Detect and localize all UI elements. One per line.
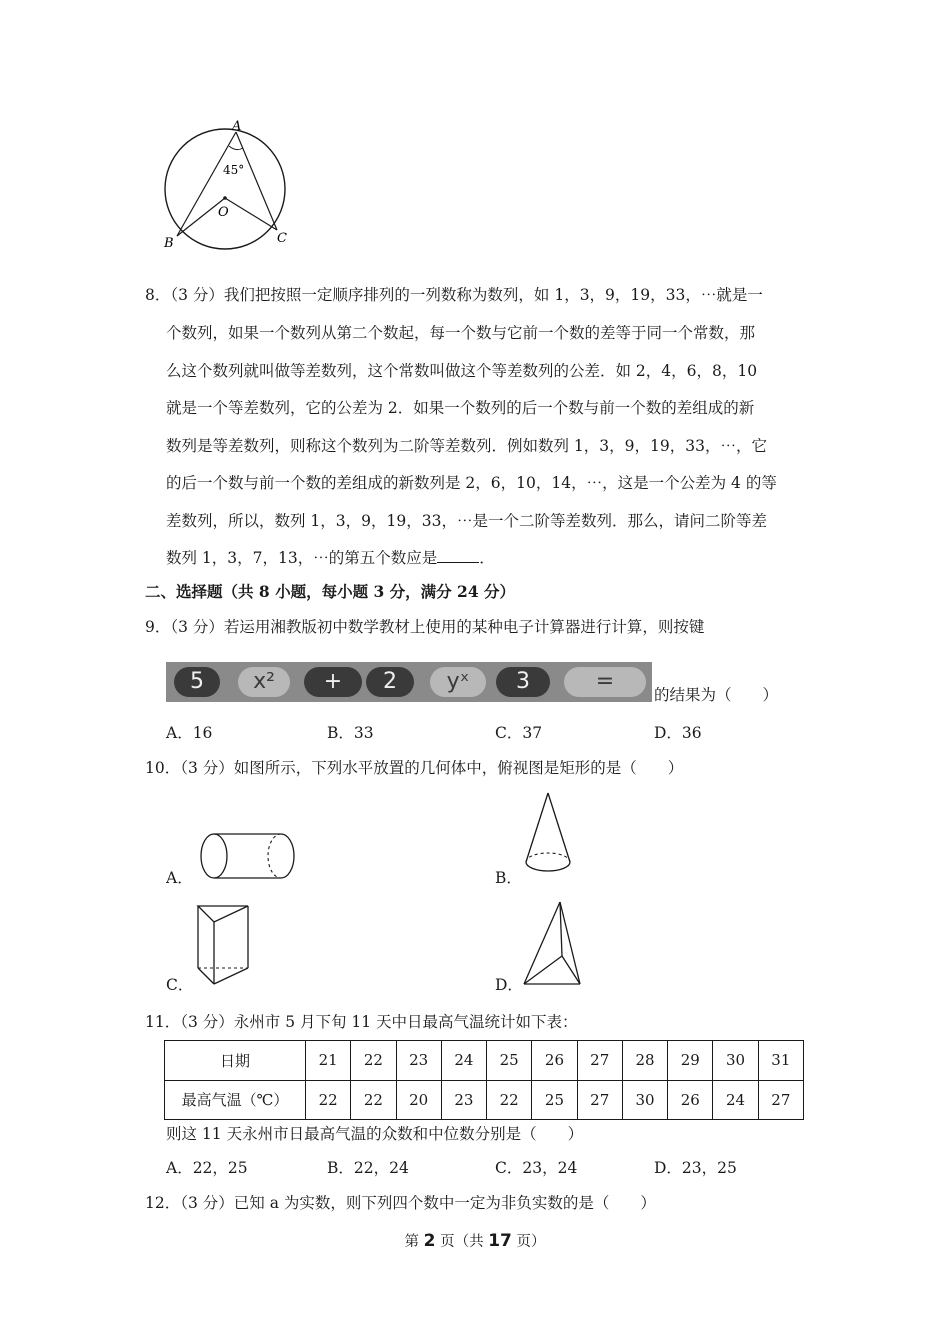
label-a: A [232, 119, 242, 134]
table-row [165, 1041, 804, 1081]
label-b: B [164, 236, 174, 251]
temp-cell: 22 [351, 1080, 396, 1120]
circle-figure [155, 118, 300, 253]
temp-cell: 20 [396, 1080, 441, 1120]
label-o: O [218, 205, 229, 220]
q11-option-d[interactable]: D．23，25 [654, 1159, 737, 1177]
temperature-table [164, 1040, 804, 1120]
date-cell: 22 [351, 1041, 396, 1081]
q11-option-b[interactable]: B．22，24 [327, 1159, 409, 1177]
footer-prefix: 第 [404, 1234, 424, 1250]
cylinder-figure [196, 830, 301, 882]
center-dot [223, 196, 227, 200]
temp-cell: 22 [487, 1080, 532, 1120]
temp-cell: 22 [306, 1080, 351, 1120]
q10-option-b[interactable]: B． [495, 869, 522, 887]
date-cell: 24 [441, 1041, 486, 1081]
key-plus: + [304, 667, 362, 697]
triangular-prism-figure [192, 900, 254, 990]
temp-cell: 27 [577, 1080, 622, 1120]
q8-last-suffix: ． [479, 549, 495, 567]
q9-option-a[interactable]: A．16 [166, 724, 213, 742]
date-cell: 23 [396, 1041, 441, 1081]
footer-middle: 页（共 [435, 1234, 489, 1250]
q8-line-8 [166, 548, 495, 568]
header-date: 日期 [165, 1041, 306, 1081]
current-page: 2 [423, 1231, 436, 1251]
q10-stem: 10．（3 分）如图所示，下列水平放置的几何体中，俯视图是矩形的是（ ） [145, 759, 684, 777]
chord-ab [177, 132, 236, 236]
q12-stem: 12．（3 分）已知 a 为实数，则下列四个数中一定为非负实数的是（ ） [145, 1194, 656, 1212]
cone-figure [518, 790, 578, 880]
footer-suffix: 页） [511, 1234, 546, 1250]
q8-last-text: 数列 1，3，7，13，⋯的第五个数应是 [166, 549, 438, 567]
answer-blank[interactable] [437, 548, 479, 563]
date-cell: 27 [577, 1041, 622, 1081]
angle-arc [229, 146, 243, 150]
q11-option-c[interactable]: C．23，24 [495, 1159, 578, 1177]
label-angle: 45° [223, 163, 245, 177]
q8-line-5: 数列是等差数列，则称这个数列为二阶等差数列．例如数列 1，3，9，19，33，⋯，它 [166, 437, 767, 455]
temp-cell: 27 [758, 1080, 803, 1120]
temp-cell: 26 [668, 1080, 713, 1120]
key-equals: = [564, 667, 646, 697]
q8-line-4: 就是一个等差数列，它的公差为 2．如果一个数列的后一个数与前一个数的差组成的新 [166, 399, 755, 417]
q9-option-b[interactable]: B．33 [327, 724, 374, 742]
key-2: 2 [366, 667, 414, 697]
q8-line-6: 的后一个数与前一个数的差组成的新数列是 2，6，10，14，⋯，这是一个公差为 4 的等 [166, 474, 777, 492]
total-pages: 17 [488, 1231, 512, 1251]
chord-ac [236, 132, 277, 230]
temp-cell: 23 [441, 1080, 486, 1120]
q8-line-7: 差数列，所以，数列 1，3，9，19，33，⋯是一个二阶等差数列．那么，请问二阶等差 [166, 512, 767, 530]
q11-option-a[interactable]: A．22，25 [166, 1159, 248, 1177]
calculator-keys-strip [166, 662, 652, 702]
section-2-title: 二、选择题（共 8 小题，每小题 3 分，满分 24 分） [145, 582, 516, 601]
key-y-power-x: yˣ [430, 667, 486, 697]
q9-stem: 9．（3 分）若运用湘教版初中数学教材上使用的某种电子计算器进行计算，则按键 [145, 618, 705, 636]
key-x-squared: x² [238, 667, 290, 697]
radius-oc [225, 198, 277, 230]
page-footer [0, 1230, 950, 1251]
q8-line-2: 个数列，如果一个数列从第二个数起，每一个数与它前一个数的差等于同一个常数，那 [166, 324, 756, 342]
temp-cell: 25 [532, 1080, 577, 1120]
q10-option-a[interactable]: A． [166, 869, 193, 887]
key-3: 3 [496, 667, 550, 697]
table-row [165, 1080, 804, 1120]
date-cell: 26 [532, 1041, 577, 1081]
q11-question: 则这 11 天永州市日最高气温的众数和中位数分别是（ ） [166, 1125, 584, 1143]
header-temp: 最高气温（℃） [165, 1080, 306, 1120]
temp-cell: 24 [713, 1080, 758, 1120]
q11-stem: 11．（3 分）永州市 5 月下旬 11 天中日最高气温统计如下表： [145, 1013, 578, 1031]
date-cell: 29 [668, 1041, 713, 1081]
q8-line-3: 么这个数列就叫做等差数列，这个常数叫做这个等差数列的公差．如 2，4，6，8，10 [166, 362, 758, 380]
triangular-pyramid-figure [518, 898, 588, 990]
q9-tail: 的结果为（ ） [654, 686, 779, 704]
date-cell: 30 [713, 1041, 758, 1081]
q8-line-1: 8．（3 分）我们把按照一定顺序排列的一列数称为数列，如 1，3，9，19，33，⋯就是一 [145, 286, 763, 304]
label-c: C [277, 231, 287, 246]
temp-cell: 30 [622, 1080, 667, 1120]
date-cell: 21 [306, 1041, 351, 1081]
date-cell: 28 [622, 1041, 667, 1081]
date-cell: 31 [758, 1041, 803, 1081]
q9-option-d[interactable]: D．36 [654, 724, 702, 742]
q9-option-c[interactable]: C．37 [495, 724, 543, 742]
key-5: 5 [174, 667, 220, 697]
q10-option-d[interactable]: D． [495, 976, 523, 994]
date-cell: 25 [487, 1041, 532, 1081]
q10-option-c[interactable]: C． [166, 976, 194, 994]
